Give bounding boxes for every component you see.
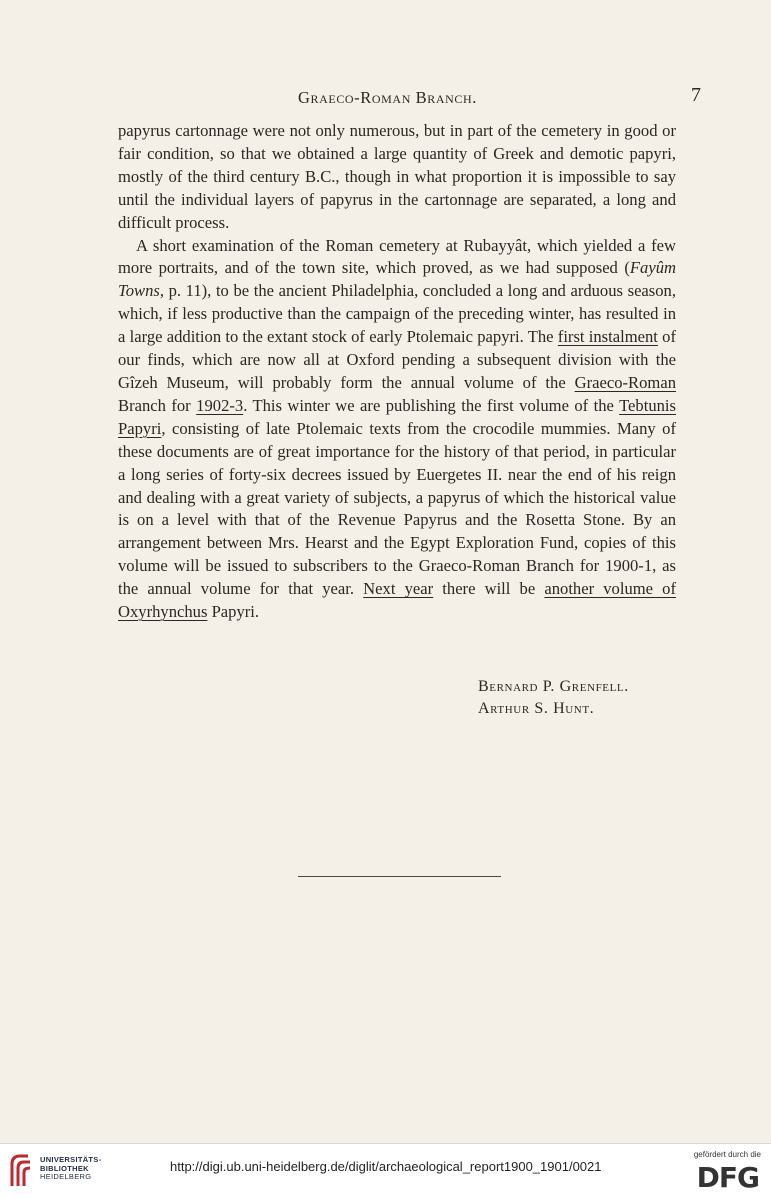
signature-hunt: Arthur S. Hunt. xyxy=(478,700,595,717)
dfg-logo: DFG xyxy=(696,1161,759,1194)
underlined-text: Graeco-Roman xyxy=(574,372,676,392)
signatures xyxy=(478,676,629,720)
underlined-text: 1902-3 xyxy=(196,395,244,415)
italic-title: Fayûm Towns xyxy=(118,258,676,301)
body-text xyxy=(118,120,676,624)
paragraph-2: A short examination of the Roman cemetery at Rubayyât, which yielded a few more portraits, and of the town site, which proved, as we had supposed (Fayûm Towns, p. 11), to be the ancient Philadelphia, concluded a long and arduous season, which, if less productive than the campaign of the preceding winter, has resulted in a large addition to the extant stock of early Ptolemaic papyri. The first instalment of our finds, which are now all at Oxford pending a subsequent division with the Gîzeh Museum, will probably form the annual volume of the Graeco-Roman Branch for 1902-3. This winter we are publishing the first volume of the Tebtunis Papyri, consisting of late Ptolemaic texts from the crocodile mummies. Many of these documents are of great importance for the history of that period, in particular a long series of forty-six decrees issued by Euergetes II. near the end of his reign and dealing with a great variety of subjects, a papyrus of which the historical value is on a level with that of the Revenue Papyrus and the Rosetta Stone. By an arrangement between Mrs. Hearst and the Egypt Exploration Fund, copies of this volume will be issued to subscribers to the Graeco-Roman Branch for 1900-1, as the annual volume for that year. Next year there will be another volume of Oxyrhynchus Papyri. xyxy=(118,235,677,622)
underlined-text: first instalment xyxy=(557,327,658,347)
underlined-text: Next year xyxy=(363,579,434,599)
running-title: Graeco-Roman Branch. xyxy=(298,88,478,107)
library-logo-icon xyxy=(8,1152,34,1190)
page-header xyxy=(118,84,701,112)
footer-bar xyxy=(0,1143,771,1198)
paragraph-1: papyrus cartonnage were not only numerous, but in part of the cemetery in good or fair condition, so that we obtained a large quantity of Greek and demotic papyri, mostly of the third century B.C., though in what proportion it is impossible to say until the individual layers of papyrus in the cartonnage are separated, a long and difficult process. xyxy=(118,121,676,232)
closing-rule xyxy=(298,876,501,877)
signature-grenfell: Bernard P. Grenfell. xyxy=(478,678,629,695)
funded-by-label: gefördert durch die xyxy=(693,1150,761,1159)
permalink[interactable]: http://digi.ub.uni-heidelberg.de/diglit/archaeological_report1900_1901/0021 xyxy=(170,1159,602,1174)
underlined-text: another volume of Oxyrhynchus xyxy=(118,579,677,622)
page-number: 7 xyxy=(691,84,701,106)
underlined-text: Tebtunis Papyri xyxy=(118,395,676,438)
library-logo-text: UNIVERSITÄTS- BIBLIOTHEK HEIDELBERG xyxy=(40,1155,102,1181)
